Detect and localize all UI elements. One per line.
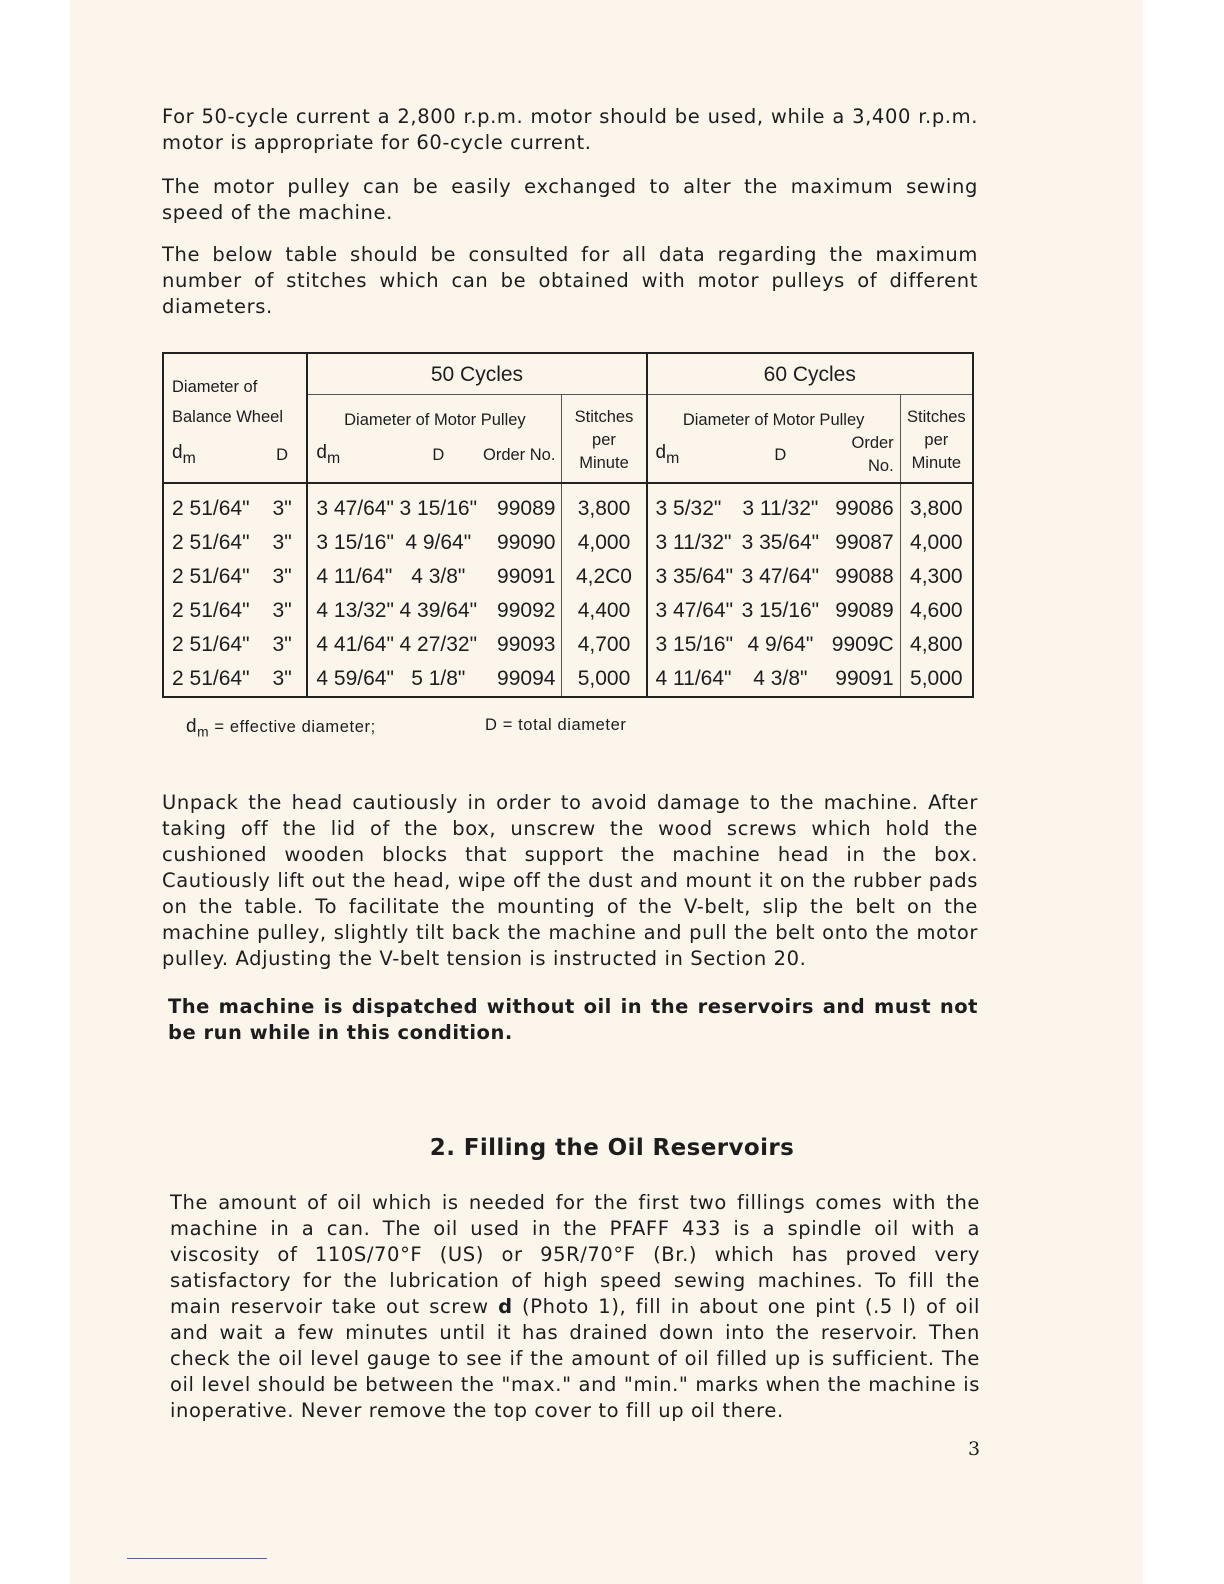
cell-m50-D: 4 3/8"	[411, 565, 466, 588]
table-body	[163, 483, 973, 697]
cell-m50-D: 5 1/8"	[411, 667, 466, 690]
cell-m60-order: 99091	[835, 667, 894, 690]
cell-m60-stitches: 4,800	[900, 628, 973, 662]
cell-bw-D: 3"	[272, 633, 292, 656]
cell-m50-stitches: 4,2C0	[562, 560, 647, 594]
cell-bw-dm: 2 51/64"	[172, 599, 250, 622]
stitches-50-line3: Minute	[579, 454, 629, 472]
paragraph-oil-filling	[170, 1190, 980, 1424]
table-row	[163, 560, 973, 594]
stitches-50-header	[562, 395, 647, 484]
stitches-60-header	[900, 395, 973, 484]
m50-D-header: D	[394, 432, 482, 483]
legend-D: D = total diameter	[485, 716, 627, 734]
page-number: 3	[968, 1438, 981, 1460]
cell-m60-D: 3 35/64"	[741, 531, 820, 554]
legend-dm-text: = effective diameter;	[214, 718, 376, 736]
oil-text-part1: The amount of oil which is needed for the first two fillings comes with the machine in a can. The oil used in the PFAFF 433 is a spindle oil with a viscosity of 110S/70°F (US) or 95R/70°F (Br.) which has proved very satisfactory for the lubrication of high speed sewing machines. To fill the main reservoir take out screw	[170, 1191, 980, 1318]
cell-m60-stitches: 4,600	[900, 594, 973, 628]
m60-D-header: D	[736, 432, 824, 483]
paragraph-motor-pulley: The motor pulley can be easily exchanged to alter the maximum sewing speed of the machine.	[162, 175, 978, 224]
cell-bw-D: 3"	[272, 599, 292, 622]
cell-m60-stitches: 4,000	[900, 526, 973, 560]
motor-pulley-60-header: Diameter of Motor Pulley	[647, 395, 901, 433]
paragraph-table-intro: The below table should be consulted for all data regarding the maximum number of stitches which can be obtained with motor pulleys of different diameters.	[162, 243, 978, 318]
cell-m60-stitches: 4,300	[900, 560, 973, 594]
m60-dm-header	[647, 432, 737, 483]
table-row	[163, 662, 973, 697]
cell-m50-dm: 4 41/64"	[307, 628, 394, 662]
cycles-60-header: 60 Cycles	[647, 353, 973, 395]
cell-m50-order: 99090	[497, 531, 556, 554]
cell-m50-stitches: 3,800	[562, 483, 647, 526]
stitches-60-line1: Stitches	[906, 408, 966, 426]
legend-dm-sub: m	[197, 724, 210, 740]
cell-m60-dm: 3 15/16"	[647, 628, 737, 662]
cell-m50-D: 4 39/64"	[399, 599, 478, 622]
cell-m50-dm: 4 11/64"	[307, 560, 394, 594]
dm-symbol: d	[172, 441, 183, 463]
cell-m50-order: 99092	[497, 599, 556, 622]
cell-bw-D: 3"	[272, 667, 292, 690]
cell-m50-D: 3 15/16"	[399, 497, 478, 520]
cell-m50-D: 4 27/32"	[399, 633, 478, 656]
cell-m60-dm: 3 35/64"	[647, 560, 737, 594]
balance-wheel-header	[163, 353, 307, 432]
cell-m50-stitches: 4,400	[562, 594, 647, 628]
cell-m50-dm: 4 13/32"	[307, 594, 394, 628]
dm-symbol: d	[655, 441, 667, 463]
stitches-60-line3: Minute	[911, 454, 962, 472]
cell-m50-order: 99089	[497, 497, 556, 520]
cell-m60-D: 3 11/32"	[742, 497, 819, 520]
stitches-50-line1: Stitches	[574, 408, 634, 426]
cell-m50-D: 4 9/64"	[405, 531, 472, 554]
cell-m60-dm: 3 5/32"	[647, 483, 737, 526]
cell-m60-order: 99086	[835, 497, 894, 520]
warning-no-oil: The machine is dispatched without oil in the reservoirs and must not be run while in this condition.	[168, 995, 978, 1044]
cell-m50-dm: 3 47/64"	[307, 483, 394, 526]
section-heading: 2. Filling the Oil Reservoirs	[429, 1135, 795, 1161]
m60-order-header: Order No.	[824, 432, 900, 483]
cell-m60-dm: 3 11/32"	[647, 526, 737, 560]
cell-m50-order: 99091	[497, 565, 556, 588]
table-row	[163, 594, 973, 628]
paragraph-unpacking: Unpack the head cautiously in order to avoid damage to the machine. After taking off the lid of the box, unscrew the wood screws which hold the cushioned wooden blocks that support the machine head in the box. Cautiously lift out the head, wipe off the dust and mount it on the rubber pads on the table. To facilitate the mounting of the V-belt, slip the belt on the machine pulley, slightly tilt back the machine and pull the belt onto the motor pulley. Adjusting the V-belt tension is instructed in Section 20.	[162, 791, 978, 970]
stitches-50-line2: per	[592, 431, 616, 449]
table-row	[163, 526, 973, 560]
m50-order-header: Order No.	[482, 432, 562, 483]
stitches-60-line2: per	[924, 431, 949, 449]
cell-m50-dm: 3 15/16"	[307, 526, 394, 560]
cell-m50-stitches: 4,000	[562, 526, 647, 560]
cell-m60-stitches: 3,800	[900, 483, 973, 526]
cell-bw-dm: 2 51/64"	[172, 565, 250, 588]
cell-bw-dm: 2 51/64"	[172, 633, 250, 656]
dm-symbol: d	[316, 441, 327, 463]
motor-pulley-50-header: Diameter of Motor Pulley	[307, 395, 562, 433]
dm-sub: m	[666, 449, 680, 467]
cell-m50-stitches: 5,000	[562, 662, 647, 697]
legend-dm-symbol: d	[186, 716, 198, 737]
cell-m60-stitches: 5,000	[900, 662, 973, 697]
screw-label: d	[498, 1295, 513, 1318]
cell-bw-D: 3"	[272, 531, 292, 554]
balance-wheel-header-line2: Balance Wheel	[172, 408, 283, 426]
dm-sub: m	[326, 449, 341, 467]
cell-m60-dm: 4 11/64"	[647, 662, 737, 697]
cell-m60-order: 99087	[835, 531, 894, 554]
table-row	[163, 628, 973, 662]
cell-bw-dm: 2 51/64"	[172, 497, 250, 520]
cell-bw-D: 3"	[272, 565, 292, 588]
cycles-50-header: 50 Cycles	[307, 353, 646, 395]
cell-m50-stitches: 4,700	[562, 628, 647, 662]
cell-m60-D: 4 3/8"	[753, 667, 808, 690]
dm-sub: m	[182, 449, 196, 467]
oil-text-part2: (Photo 1), fill in about one pint (.5 l) of oil and wait a few minutes until it has drained down into the reservoir. Then check the oil level gauge to see if the amount of oil filled up is sufficient. The oil level should be between the "max." and "min." marks when the machine is inoperative. Never remove the top cover to fill up oil there.	[170, 1295, 980, 1422]
cell-bw-dm: 2 51/64"	[172, 667, 250, 690]
cell-m60-dm: 3 47/64"	[647, 594, 737, 628]
cell-m60-order: 9909C	[831, 633, 894, 656]
balance-wheel-header-line1: Diameter of	[172, 378, 258, 396]
cell-m60-D: 4 9/64"	[747, 633, 814, 656]
paragraph-motor-current: For 50-cycle current a 2,800 r.p.m. motor should be used, while a 3,400 r.p.m. motor is appropriate for 60-cycle current.	[162, 105, 978, 154]
cell-m60-D: 3 47/64"	[741, 565, 820, 588]
cell-m60-order: 99088	[835, 565, 894, 588]
cell-m50-order: 99093	[497, 633, 556, 656]
cell-m60-order: 99089	[835, 599, 894, 622]
cell-m50-order: 99094	[497, 667, 556, 690]
footer-line	[127, 1558, 267, 1559]
table-row	[163, 483, 973, 526]
cell-m60-D: 3 15/16"	[741, 599, 820, 622]
bw-dm-header	[163, 432, 258, 483]
pulley-speed-table	[162, 352, 974, 698]
bw-D-header: D	[258, 432, 308, 483]
cell-m50-dm: 4 59/64"	[307, 662, 394, 697]
m50-dm-header	[307, 432, 394, 483]
cell-bw-dm: 2 51/64"	[172, 531, 250, 554]
cell-bw-D: 3"	[272, 497, 292, 520]
legend-dm	[186, 716, 376, 739]
